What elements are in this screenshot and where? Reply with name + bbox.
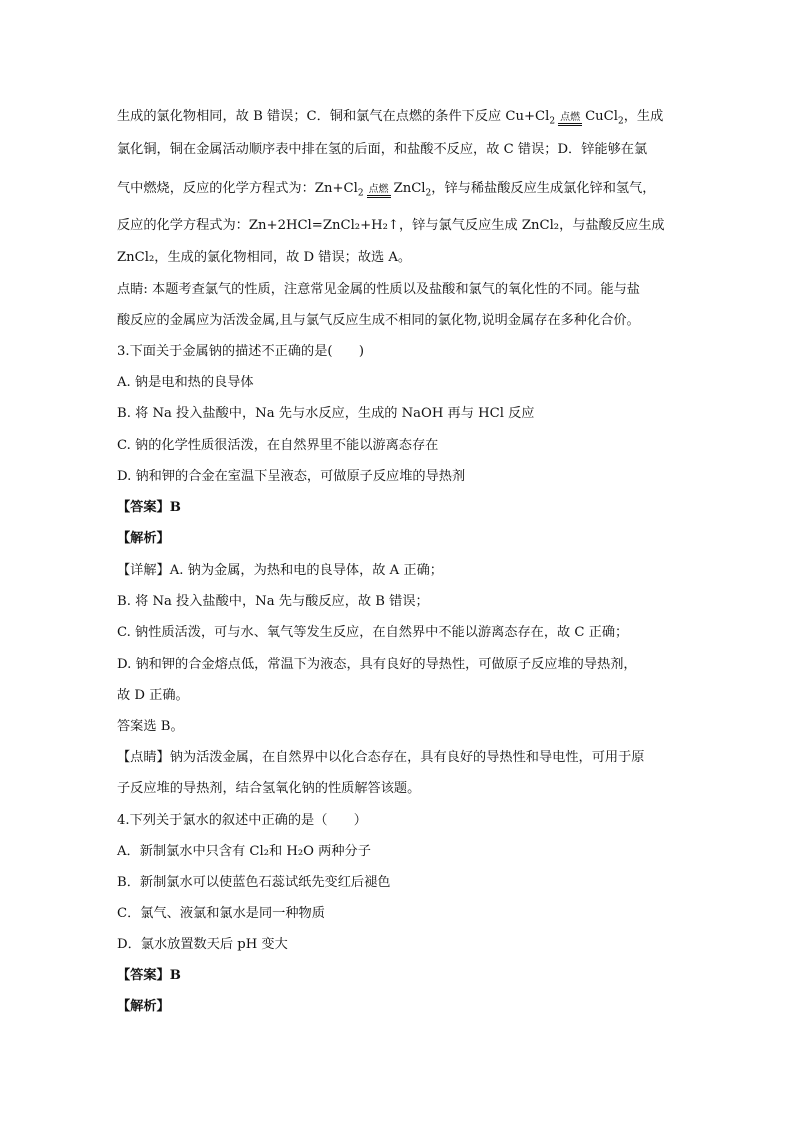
reaction-condition: 点燃	[556, 113, 584, 126]
question-4-answer: 【答案】B	[117, 968, 181, 983]
question-3-stem: 3.下面关于金属钠的描述不正确的是( )	[117, 344, 365, 359]
question-4-stem: 4.下列关于氯水的叙述中正确的是（ ）	[117, 813, 367, 828]
text-line: 氯化铜，铜在金属活动顺序表中排在氢的后面，和盐酸不反应，故 C 错误；D．锌能够在氯	[117, 142, 648, 157]
text-line: 气中燃烧，反应的化学方程式为：$Zn+Cl_2$ 点燃 ZnCl$_2$，锌与稀盐酸反应生成氯化锌和氢气，	[117, 181, 656, 199]
question-3-option-a: A. 钠是电和热的良导体	[117, 375, 254, 390]
question-3-answer: 【答案】B	[117, 500, 181, 515]
text-line: 反应的化学方程式为：Zn+2HCl=ZnCl₂+H₂↑，锌与氯气反应生成 ZnCl₂，与盐酸反应生成	[117, 218, 665, 233]
text-line: 生成的氯化物相同，故 B 错误；C．铜和氯气在点燃的条件下反应 $Cu+Cl_2$ 点燃 CuCl$_2$，生成	[117, 109, 664, 127]
question-4-option-b: B．新制氯水可以使蓝色石蕊试纸先变红后褪色	[117, 875, 391, 890]
question-3-option-c: C. 钠的化学性质很活泼，在自然界里不能以游离态存在	[117, 438, 439, 453]
text-line: ZnCl₂，生成的氯化物相同，故 D 错误；故选 A。	[117, 250, 412, 265]
comment-line: 【点睛】钠为活泼金属，在自然界中以化合态存在，具有良好的导热性和导电性，可用于原	[117, 750, 645, 765]
question-3-analysis-heading: 【解析】	[117, 531, 170, 546]
detail-line: C. 钠性质活泼，可与水、氧气等发生反应，在自然界中不能以游离态存在，故 C 正确；	[117, 625, 629, 640]
detail-line: 【详解】A. 钠为金属，为热和电的良导体，故 A 正确；	[117, 563, 443, 578]
question-3-option-d: D. 钠和钾的合金在室温下呈液态，可做原子反应堆的导热剂	[117, 469, 466, 484]
detail-line: D. 钠和钾的合金熔点低，常温下为液态，具有良好的导热性，可做原子反应堆的导热剂，	[117, 657, 637, 672]
question-4-option-c: C．氯气、液氯和氯水是同一种物质	[117, 906, 325, 921]
question-4-analysis-heading: 【解析】	[117, 999, 170, 1014]
detail-line: 故 D 正确。	[117, 688, 189, 703]
text-line: 点睛: 本题考查氯气的性质，注意常见金属的性质以及盐酸和氯气的氧化性的不同。能与盐	[117, 282, 640, 297]
question-3-option-b: B. 将 Na 投入盐酸中，Na 先与水反应，生成的 NaOH 再与 HCl 反应	[117, 406, 535, 421]
question-4-option-d: D．氯水放置数天后 pH 变大	[117, 937, 288, 952]
detail-line: 答案选 B。	[117, 719, 184, 734]
reaction-condition: 点燃	[365, 185, 393, 198]
question-4-option-a: A．新制氯水中只含有 Cl₂和 H₂O 两种分子	[117, 844, 371, 859]
detail-line: B. 将 Na 投入盐酸中，Na 先与酸反应，故 B 错误；	[117, 594, 429, 609]
text-line: 酸反应的金属应为活泼金属,且与氯气反应生成不相同的氯化物,说明金属存在多种化合价。	[117, 313, 640, 328]
comment-line: 子反应堆的导热剂，结合氢氧化钠的性质解答该题。	[117, 781, 421, 796]
